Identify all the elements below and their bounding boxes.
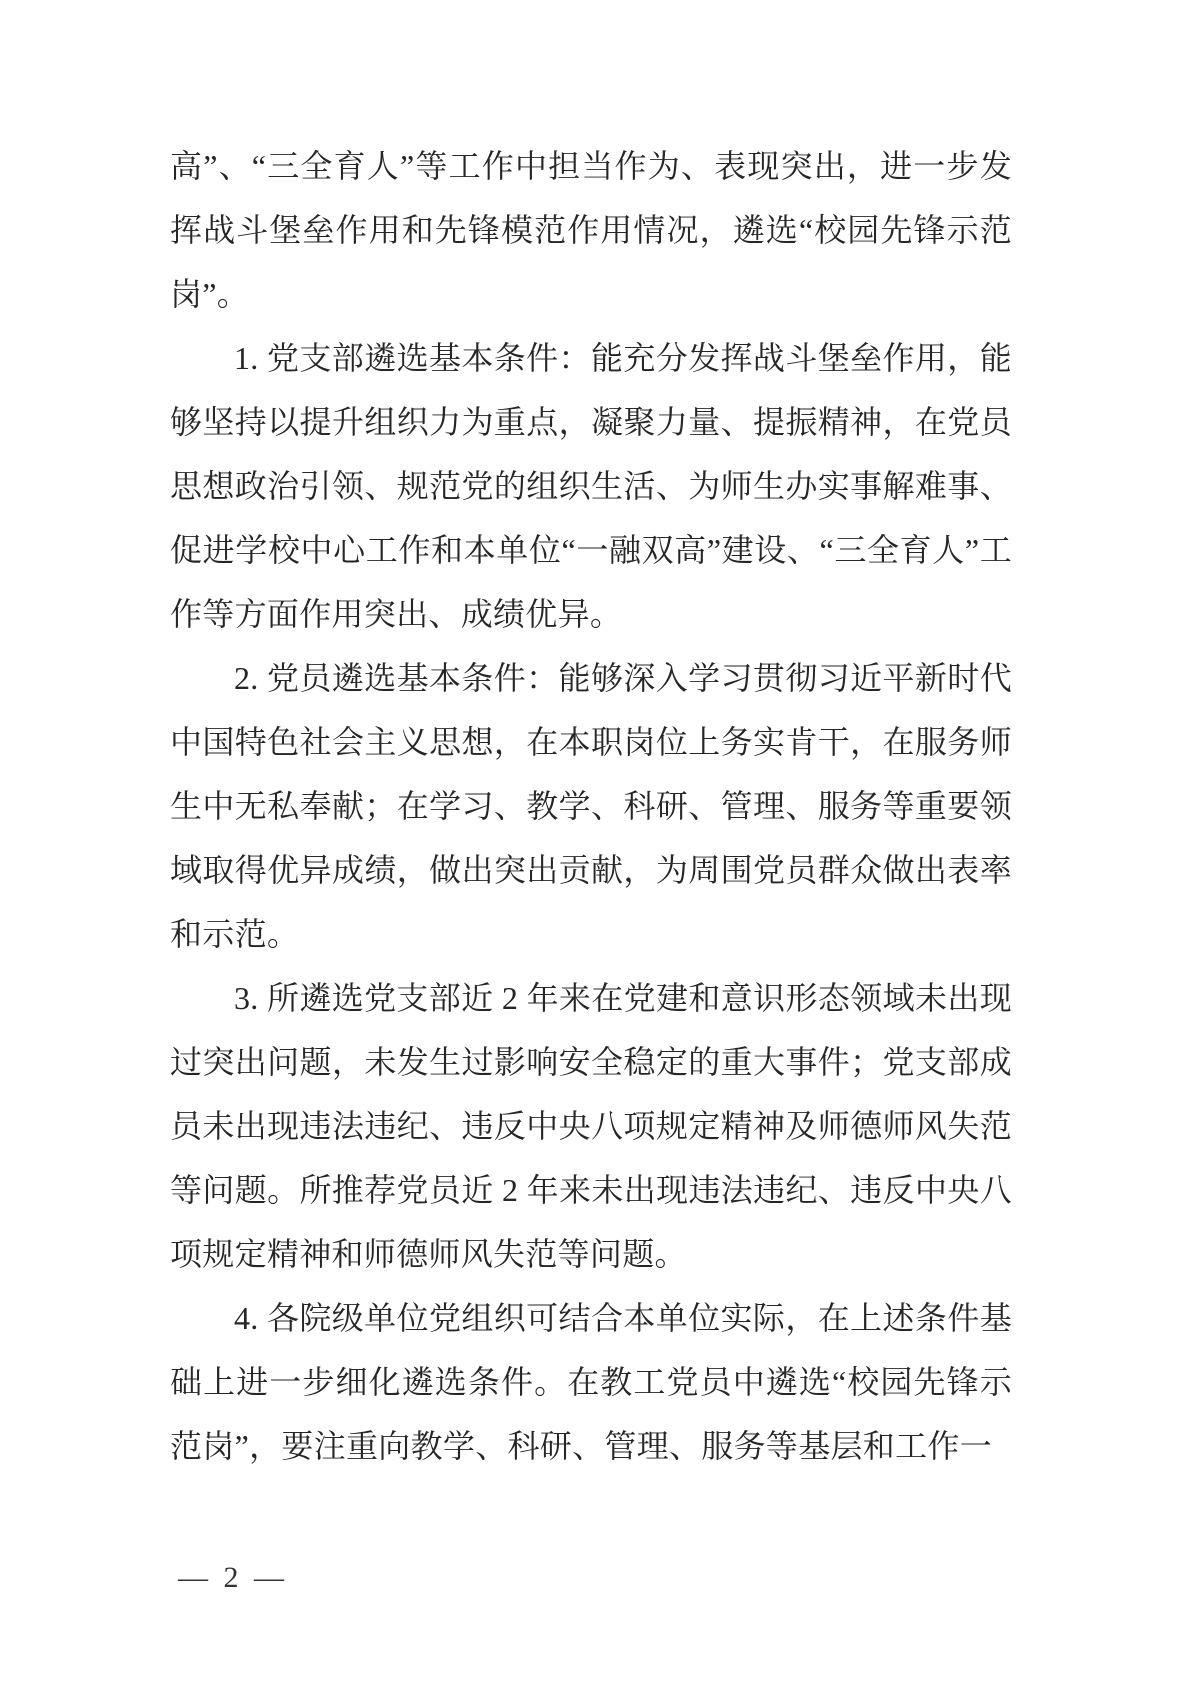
document-body — [170, 134, 1012, 1478]
paragraph-item-3: 3. 所遴选党支部近 2 年来在党建和意识形态领域未出现过突出问题，未发生过影响安全稳定的重大事件；党支部成员未出现违法违纪、违反中央八项规定精神及师德师风失范等问题。所推荐党员近 2 年来未出现违法违纪、违反中央八项规定精神和师德师风失范等问题。 — [170, 980, 1012, 1272]
paragraph-item-4: 4. 各院级单位党组织可结合本单位实际，在上述条件基础上进一步细化遴选条件。在教工党员中遴选“校园先锋示范岗”，要注重向教学、科研、管理、服务等基层和工作一 — [170, 1300, 1012, 1464]
page-number: — 2 — — [178, 1561, 288, 1594]
paragraph-item-2: 2. 党员遴选基本条件：能够深入学习贯彻习近平新时代中国特色社会主义思想，在本职岗位上务实肯干，在服务师生中无私奉献；在学习、教学、科研、管理、服务等重要领域取得优异成绩，做出突出贡献，为周围党员群众做出表率和示范。 — [170, 660, 1012, 952]
paragraph-continuation: 高”、“三全育人”等工作中担当作为、表现突出，进一步发挥战斗堡垒作用和先锋模范作用情况，遴选“校园先锋示范岗”。 — [170, 148, 1012, 312]
paragraph-item-1: 1. 党支部遴选基本条件：能充分发挥战斗堡垒作用，能够坚持以提升组织力为重点，凝聚力量、提振精神，在党员思想政治引领、规范党的组织生活、为师生办实事解难事、促进学校中心工作和本单位“一融双高”建设、“三全育人”工作等方面作用突出、成绩优异。 — [170, 340, 1012, 632]
